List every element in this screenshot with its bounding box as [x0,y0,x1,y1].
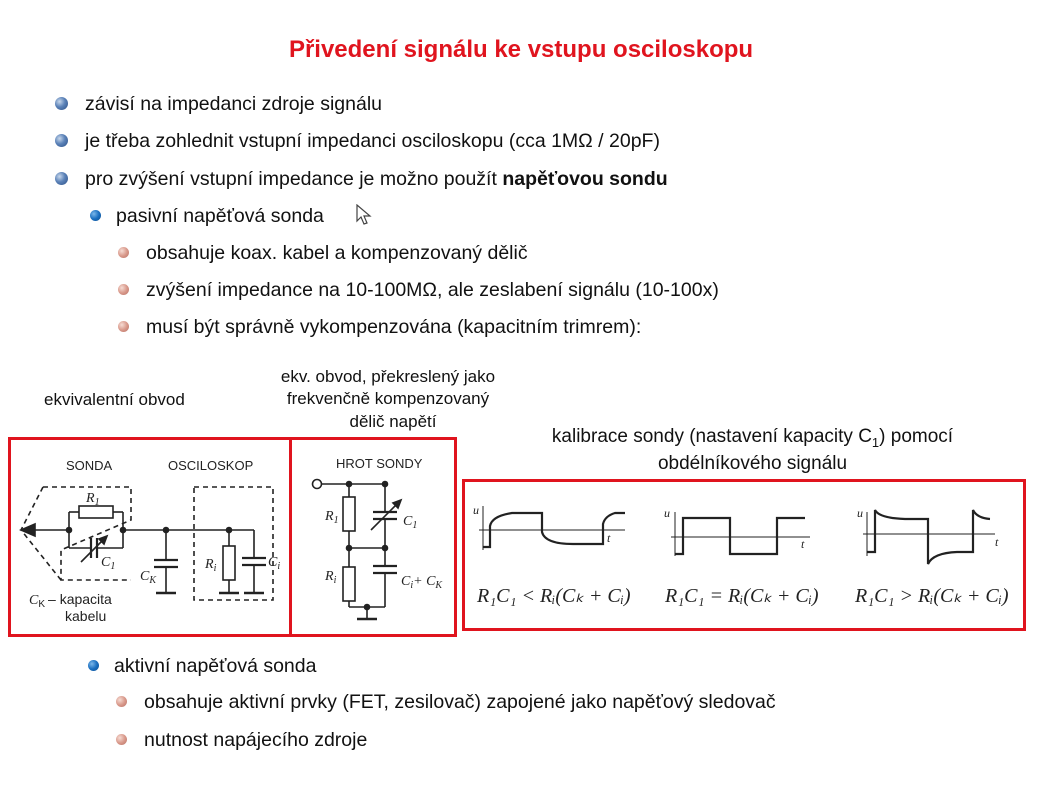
bullet-text: musí být správně vykompenzována (kapacitním trimrem): [146,316,642,338]
bullet-marker [55,97,68,110]
bullet-marker [55,172,68,185]
bullet-text: obsahuje aktivní prvky (FET, zesilovač) zapojené jako napěťový sledovač [144,691,776,713]
bullet-marker [118,284,129,295]
equation-over: R₁C₁ > Rᵢ(Cₖ + Cᵢ) [855,585,1009,607]
mouse-cursor-icon [356,204,372,226]
label-c1-redrawn: $C_1$ [403,514,418,531]
bullet-text-bold: napěťovou sondu [502,168,668,190]
bullet-marker [88,660,99,671]
probe-tip-terminal [313,480,322,489]
bullet-text [85,167,668,191]
label-ri-redrawn: $R_i$ [325,569,337,586]
circuit-diagram [11,440,455,634]
bullet-marker [116,696,127,707]
bullet-text: nutnost napájecího zdroje [144,729,368,751]
page-title: Přivedení signálu ke vstupu osciloskopu [288,36,754,63]
bullet-marker [90,210,101,221]
axis-u: u [664,506,670,520]
probe-tip-arrow-icon [21,524,35,536]
bullet-text-passive: pasivní napěťová sonda [116,205,324,227]
caption-calibration-line2: obdélníkového signálu [657,453,848,474]
caption-calibration-text-end: ) pomocí [879,426,954,447]
label-ci: $C_i$ [268,555,281,572]
label-c1: $C_1$ [101,555,116,572]
waveform-over [867,510,990,564]
caption-redrawn-line1: ekv. obvod, překreslený jako [280,367,496,386]
equation-correct: R₁C₁ = Rᵢ(Cₖ + Cᵢ) [665,585,819,607]
label-ci-ck: $C_i+ C_K$ [401,574,443,591]
bullet-marker [55,134,68,147]
caption-calibration-text: kalibrace sondy (nastavení kapacity C [551,426,872,447]
equation-under: R₁C₁ < Rᵢ(Cₖ + Cᵢ) [477,585,631,607]
scope-dashed-outline [194,487,273,600]
resistor-ri-redrawn [343,567,355,601]
bullet-text-active: aktivní napěťová sonda [114,655,317,677]
axis-u: u [857,506,863,520]
bullet-text-prefix: pro zvýšení vstupní impedance je možno použít [85,168,503,190]
label-ck: $C_K$ [140,569,157,586]
caption-redrawn-line3: dělič napětí [349,412,437,431]
caption-calibration-sub: 1 [871,434,880,450]
axis-t: t [801,537,805,551]
waveform-correct [675,518,805,554]
label-osciloskop: OSCILOSKOP [168,458,254,473]
resistor-r1-redrawn [343,497,355,531]
bullet-text: obsahuje koax. kabel a kompenzovaný dělič [146,242,528,264]
axis-u: u [473,503,479,517]
label-sonda: SONDA [66,458,113,473]
bullet-text: závisí na impedanci zdroje signálu [85,93,382,115]
bullet-text: je třeba zohlednit vstupní impedanci osciloskopu (cca 1MΩ / 20pF) [85,130,660,152]
bullet-text: zvýšení impedance na 10-100MΩ, ale zeslabení signálu (10-100x) [146,279,719,301]
label-ri: $R_i$ [205,557,217,574]
bullet-marker [118,321,129,332]
waveform-diagram [465,482,1023,628]
axis-t: t [607,531,611,545]
label-r1-redrawn: $R_1$ [325,509,339,526]
label-ck-note-2: kabelu [65,608,107,624]
caption-equivalent-circuit: ekvivalentní obvod [44,390,185,409]
caption-redrawn-line2: frekvenčně kompenzovaný [286,389,490,408]
label-ck-note: $C_K$ – kapacita [29,591,112,610]
bullet-marker [116,734,127,745]
bullet-marker [118,247,129,258]
label-r1: $R_1$ [86,491,100,508]
resistor-ri [223,546,235,580]
axis-t: t [995,535,999,549]
label-hrot-sondy: HROT SONDY [336,456,423,471]
